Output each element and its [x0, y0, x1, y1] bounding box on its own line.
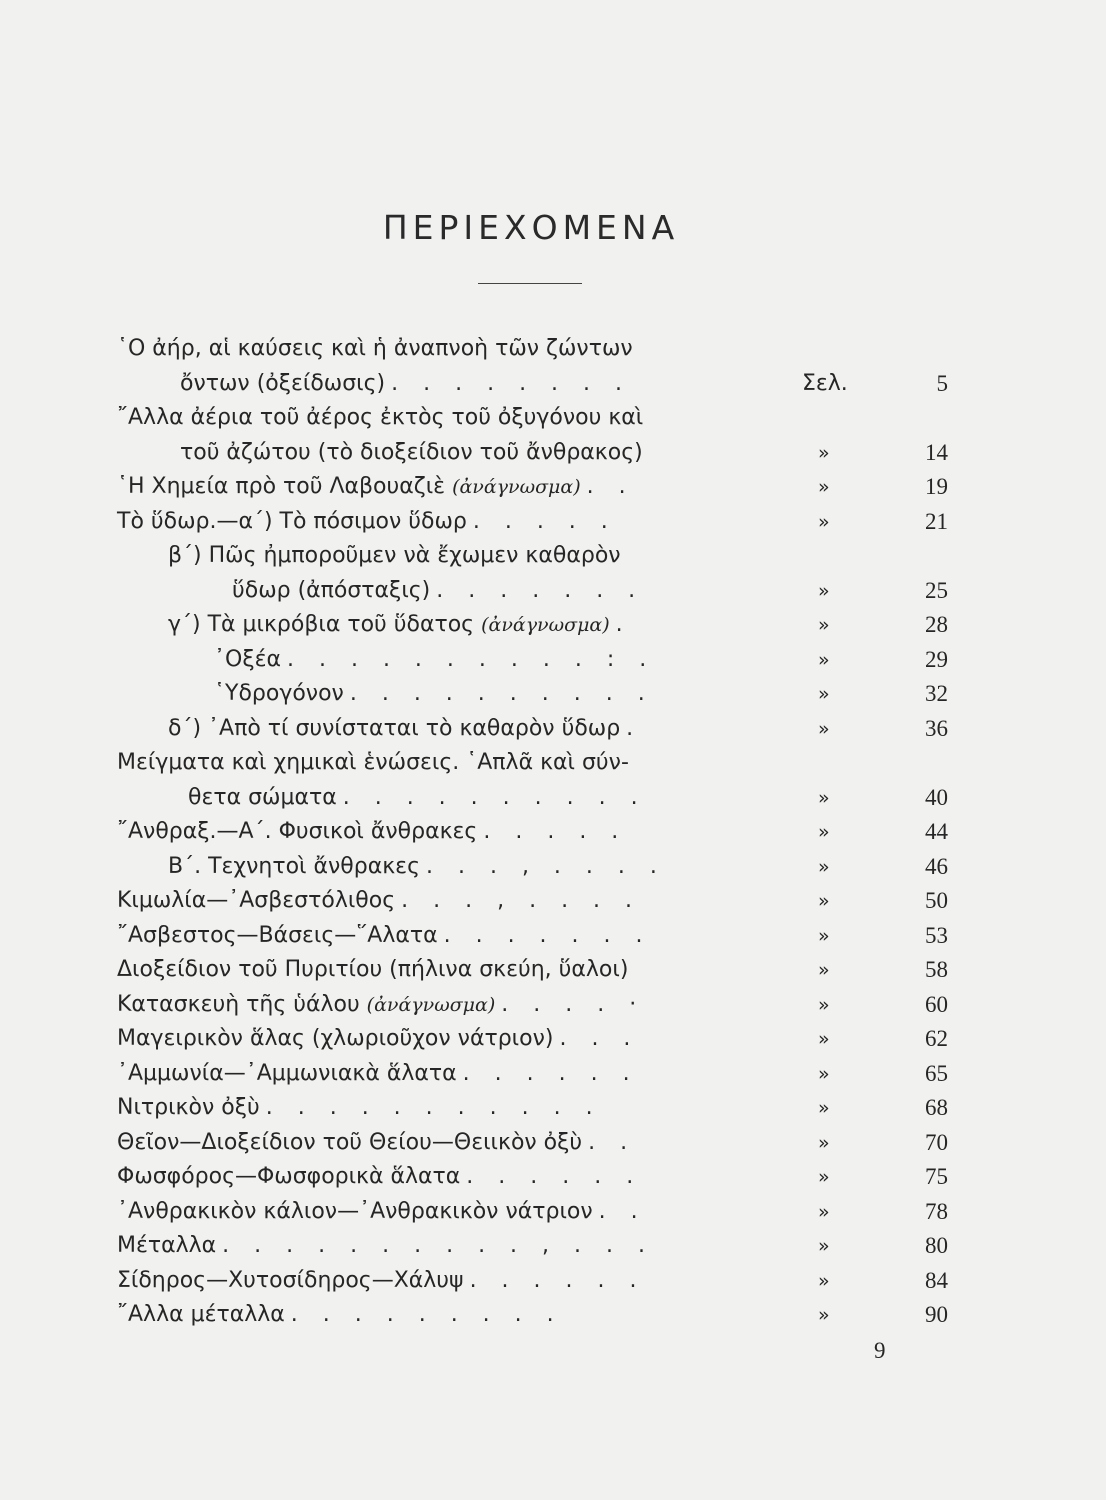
toc-entry	[0, 919, 1106, 954]
dot-leader: .	[626, 715, 643, 741]
ditto-mark: »	[818, 1235, 830, 1257]
toc-entry-title	[117, 1091, 602, 1126]
toc-entry-title	[117, 1126, 636, 1161]
toc-entry-title	[117, 1195, 647, 1230]
toc-entry-title	[117, 332, 633, 367]
toc-entry-title	[117, 953, 628, 988]
dot-leader: . . . . . . .	[436, 577, 645, 603]
toc-entry-text: ὄντων (ὀξείδωσις)	[180, 370, 386, 396]
toc-entry-text: Διοξείδιον τοῦ Πυριτίου (πήλινα σκεύη, ὕαλοι)	[117, 957, 629, 982]
table-of-contents	[0, 332, 1106, 1333]
toc-entry-title	[117, 746, 629, 781]
ditto-mark: »	[818, 821, 830, 843]
toc-entry	[0, 1195, 1106, 1230]
toc-entry-text: Νιτρικὸν ὀξὺ	[117, 1095, 260, 1120]
toc-entry-title	[117, 1022, 639, 1057]
toc-entry-text: ὕδωρ (ἀπόσταξις)	[232, 577, 431, 603]
toc-page-number: 36	[925, 715, 948, 741]
ditto-mark: »	[818, 1062, 830, 1085]
ditto-mark: »	[818, 959, 830, 981]
toc-entry-title	[214, 677, 654, 712]
dot-leader: . . .	[559, 1026, 640, 1051]
toc-entry-text: δ΄) ᾿Απὸ τί συνίσταται τὸ καθαρὸν ὕδωρ	[168, 715, 621, 741]
toc-page-number: 32	[925, 681, 948, 706]
toc-entry-title	[188, 781, 647, 816]
toc-entry-title	[168, 608, 632, 643]
ditto-mark: »	[818, 717, 830, 740]
toc-entry-italic-note: (ἀνάγνωσμα)	[481, 614, 610, 636]
toc-page-number: 46	[925, 853, 948, 879]
toc-entry-text: Κιμωλία—᾿Ασβεστόλιθος	[117, 888, 396, 913]
toc-entry-text: θετα σώματα	[188, 784, 337, 810]
toc-entry-text: Κατασκευὴ τῆς ὑάλου	[117, 991, 367, 1017]
toc-entry-title	[117, 401, 643, 436]
toc-entry-italic-note: (ἀνάγνωσμα)	[452, 476, 581, 498]
ditto-mark: »	[818, 476, 830, 498]
toc-entry-text: Φωσφόρος—Φωσφορικὰ ἅλατα	[117, 1164, 461, 1189]
toc-entry-text: ᾿Ανθρακικὸν κάλιον—᾿Ανθρακικὸν νάτριον	[117, 1198, 593, 1224]
ditto-mark: »	[818, 683, 830, 705]
toc-page-number: 44	[925, 819, 948, 844]
toc-entry-title	[117, 988, 645, 1023]
toc-entry	[0, 1264, 1106, 1299]
page-number: 9	[874, 1338, 886, 1363]
toc-entry-text: ᾿Αμμωνία—᾿Αμμωνιακὰ ἅλατα	[117, 1060, 457, 1086]
dot-leader: . .	[586, 474, 635, 499]
dot-leader: . . . . . . . .	[391, 370, 632, 396]
toc-page-number: 58	[925, 957, 948, 982]
toc-page-number: 68	[925, 1095, 948, 1120]
toc-page-number: 28	[925, 612, 948, 637]
toc-entry	[0, 470, 1106, 505]
toc-entry-text: γ΄) Τὰ μικρόβια τοῦ ὕδατος	[168, 612, 482, 637]
toc-entry-title	[117, 919, 652, 954]
ditto-mark: »	[818, 924, 830, 947]
toc-entry-text: Β΄. Τεχνητοὶ ἄνθρακες	[168, 853, 420, 879]
toc-entry-text: Μαγειρικὸν ἅλας (χλωριοῦχον νάτριον)	[117, 1026, 554, 1051]
dot-leader: . . . . . . . . .	[290, 1302, 563, 1327]
toc-entry-text: Σίδηρος—Χυτοσίδηρος—Χάλυψ	[117, 1267, 464, 1293]
toc-entry	[0, 505, 1106, 540]
ditto-mark: »	[818, 648, 830, 671]
title-rule	[478, 283, 582, 284]
toc-entry-title	[117, 1298, 563, 1333]
toc-entry-title	[117, 815, 627, 850]
toc-entry-text: τοῦ ἀζώτου (τὸ διοξείδιον τοῦ ἄνθρακος)	[180, 439, 643, 465]
page-abbrev-label: Σελ.	[802, 370, 848, 396]
ditto-mark: »	[818, 993, 830, 1016]
toc-entry-title	[214, 643, 655, 678]
toc-entry-text: ῾Υδρογόνον	[214, 681, 344, 706]
toc-entry-italic-note: (ἀνάγνωσμα)	[366, 993, 496, 1016]
ditto-mark: »	[818, 1269, 830, 1292]
dot-leader: . . . . . . . . . . .	[265, 1095, 602, 1120]
toc-entry-text: ῎Αλλα μέταλλα	[117, 1302, 285, 1327]
ditto-mark: »	[818, 614, 830, 636]
dot-leader: . . . . . .	[462, 1060, 639, 1086]
toc-entry	[0, 643, 1106, 678]
dot-leader: . . . . . . .	[443, 922, 652, 948]
toc-entry	[0, 1298, 1106, 1333]
toc-page-number: 62	[925, 1026, 948, 1051]
toc-entry	[0, 850, 1106, 885]
dot-leader: . .	[588, 1129, 637, 1155]
ditto-mark: »	[818, 441, 830, 464]
toc-entry	[0, 367, 1106, 402]
ditto-mark: »	[818, 855, 830, 878]
toc-entry-title	[168, 712, 642, 747]
toc-entry-text: ῾Η Χημεία πρὸ τοῦ Λαβουαζιὲ	[117, 474, 453, 499]
toc-entry-title	[117, 470, 635, 505]
toc-entry	[0, 1022, 1106, 1057]
dot-leader: . . . . . . . . . .	[342, 784, 647, 810]
toc-page-number: 60	[925, 991, 948, 1017]
toc-page-number: 40	[925, 784, 948, 810]
toc-page-number: 65	[925, 1060, 948, 1086]
toc-page-number: 14	[925, 439, 948, 465]
dot-leader: . . . . . .	[466, 1164, 643, 1189]
dot-leader: . . . . . . . . . . : .	[286, 646, 656, 672]
dot-leader: . . . . . . . . . .	[349, 681, 654, 706]
toc-page-number: 50	[925, 888, 948, 913]
toc-page-number: 29	[925, 646, 948, 672]
toc-entry	[0, 884, 1106, 919]
dot-leader: . . . . .	[472, 508, 617, 534]
toc-entry-title	[180, 367, 631, 402]
toc-page-number: 78	[925, 1198, 948, 1224]
toc-entry-text: ῎Ασβεστος—Βάσεις—῞Αλατα	[117, 922, 438, 948]
toc-page-number: 84	[925, 1267, 948, 1293]
toc-entry-title	[117, 884, 641, 919]
toc-entry-title	[117, 505, 617, 540]
ditto-mark: »	[818, 890, 830, 912]
toc-entry-text: Μείγματα καὶ χημικαὶ ἑνώσεις. ῾Απλᾶ καὶ σύν-	[117, 750, 629, 775]
toc-entry	[0, 988, 1106, 1023]
page-title: ΠΕΡΙΕΧΟΜΕΝΑ	[382, 208, 680, 247]
toc-entry-title	[117, 1057, 639, 1092]
toc-entry	[0, 815, 1106, 850]
toc-page-number: 5	[936, 370, 948, 396]
ditto-mark: »	[818, 510, 830, 533]
dot-leader: . . . , . . . .	[401, 888, 642, 913]
toc-entry-title	[117, 1229, 654, 1264]
toc-entry	[0, 712, 1106, 747]
ditto-mark: »	[818, 1097, 830, 1119]
toc-entry	[0, 1091, 1106, 1126]
toc-entry	[0, 332, 1106, 367]
dot-leader: . . . , . . . .	[425, 853, 666, 879]
dot-leader: . . . . . .	[469, 1267, 646, 1293]
toc-entry-title	[168, 539, 621, 574]
ditto-mark: »	[818, 1166, 830, 1188]
toc-entry	[0, 953, 1106, 988]
ditto-mark: »	[818, 786, 830, 809]
toc-entry-text: Τὸ ὕδωρ.—α΄) Τὸ πόσιμον ὕδωρ	[117, 508, 467, 534]
toc-page-number: 25	[925, 577, 948, 603]
dot-leader: . .	[598, 1198, 647, 1224]
toc-page-number: 80	[925, 1233, 948, 1258]
toc-page-number: 53	[925, 922, 948, 948]
toc-page-number: 90	[925, 1302, 948, 1327]
toc-entry	[0, 1160, 1106, 1195]
toc-entry-text: ῎Ανθραξ.—Α΄. Φυσικοὶ ἄνθρακες	[117, 819, 478, 844]
toc-entry-text: Μέταλλα	[117, 1233, 217, 1258]
toc-entry-title	[117, 1264, 646, 1299]
ditto-mark: »	[818, 1028, 830, 1050]
toc-entry-title	[180, 436, 643, 471]
toc-entry	[0, 436, 1106, 471]
toc-entry	[0, 608, 1106, 643]
toc-entry	[0, 1057, 1106, 1092]
toc-page-number: 70	[925, 1129, 948, 1155]
dot-leader: .	[615, 612, 632, 637]
toc-entry	[0, 401, 1106, 436]
toc-entry-title	[232, 574, 644, 609]
toc-entry-title	[117, 1160, 642, 1195]
ditto-mark: »	[818, 1200, 830, 1223]
toc-page-number: 19	[925, 474, 948, 499]
ditto-mark: »	[818, 579, 830, 602]
toc-entry	[0, 1229, 1106, 1264]
dot-leader: . . . . ·	[501, 991, 646, 1017]
toc-entry	[0, 781, 1106, 816]
ditto-mark: »	[818, 1304, 830, 1326]
toc-entry	[0, 746, 1106, 781]
toc-entry-title	[168, 850, 666, 885]
dot-leader: . . . . . . . . . . , . . .	[222, 1233, 654, 1258]
toc-entry	[0, 1126, 1106, 1161]
toc-entry-text: β΄) Πῶς ἠμποροῦμεν νὰ ἔχωμεν καθαρὸν	[168, 543, 621, 568]
toc-page-number: 21	[925, 508, 948, 534]
toc-page-number: 75	[925, 1164, 948, 1189]
toc-entry	[0, 677, 1106, 712]
toc-entry-text: ᾿Οξέα	[214, 646, 281, 672]
toc-entry-text: ῾Ο ἀήρ, αἱ καύσεις καὶ ἡ ἀναπνοὴ τῶν ζώντων	[117, 336, 633, 361]
toc-entry	[0, 574, 1106, 609]
dot-leader: . . . . .	[483, 819, 628, 844]
toc-entry-text: Θεῖον—Διοξείδιον τοῦ Θείου—Θειικὸν ὀξὺ	[117, 1129, 583, 1155]
toc-entry	[0, 539, 1106, 574]
ditto-mark: »	[818, 1131, 830, 1154]
toc-entry-text: ῎Αλλα ἀέρια τοῦ ἀέρος ἐκτὸς τοῦ ὀξυγόνου καὶ	[117, 405, 644, 430]
